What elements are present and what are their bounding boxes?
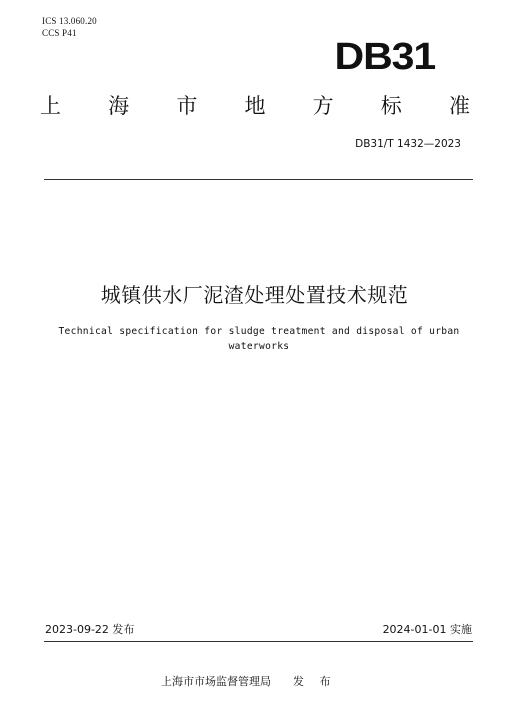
document-title-english bbox=[50, 324, 468, 354]
issuing-authority bbox=[161, 675, 337, 689]
issuer-action: 发 布 bbox=[293, 675, 337, 688]
issue-date: 2023-09-22 发布 bbox=[45, 623, 135, 636]
document-title-chinese: 城镇供水厂泥渣处理处置技术规范 bbox=[100, 283, 409, 307]
standard-type-char: 海 bbox=[108, 94, 130, 118]
standard-type-char: 地 bbox=[244, 94, 266, 118]
issuer-name: 上海市市场监督管理局 bbox=[161, 675, 271, 688]
standard-code-logo: DB31 bbox=[334, 36, 435, 78]
ics-code: ICS 13.060.20 bbox=[42, 16, 97, 26]
standard-type-char: 市 bbox=[176, 94, 198, 118]
implementation-date: 2024-01-01 实施 bbox=[382, 623, 472, 636]
title-english-line: Technical specification for sludge treatment and disposal of urban bbox=[58, 326, 460, 337]
standard-type-char: 上 bbox=[40, 94, 61, 118]
classification-codes bbox=[42, 15, 97, 39]
standard-type-char: 方 bbox=[312, 94, 334, 118]
standard-type-heading bbox=[40, 93, 470, 119]
header-divider bbox=[44, 179, 473, 180]
standard-number: DB31/T 1432—2023 bbox=[355, 138, 461, 150]
footer-divider bbox=[44, 641, 473, 642]
title-english-line: waterworks bbox=[228, 341, 290, 352]
ccs-code: CCS P41 bbox=[42, 28, 77, 38]
standard-type-char: 标 bbox=[380, 94, 402, 118]
standard-type-char: 准 bbox=[448, 94, 470, 118]
